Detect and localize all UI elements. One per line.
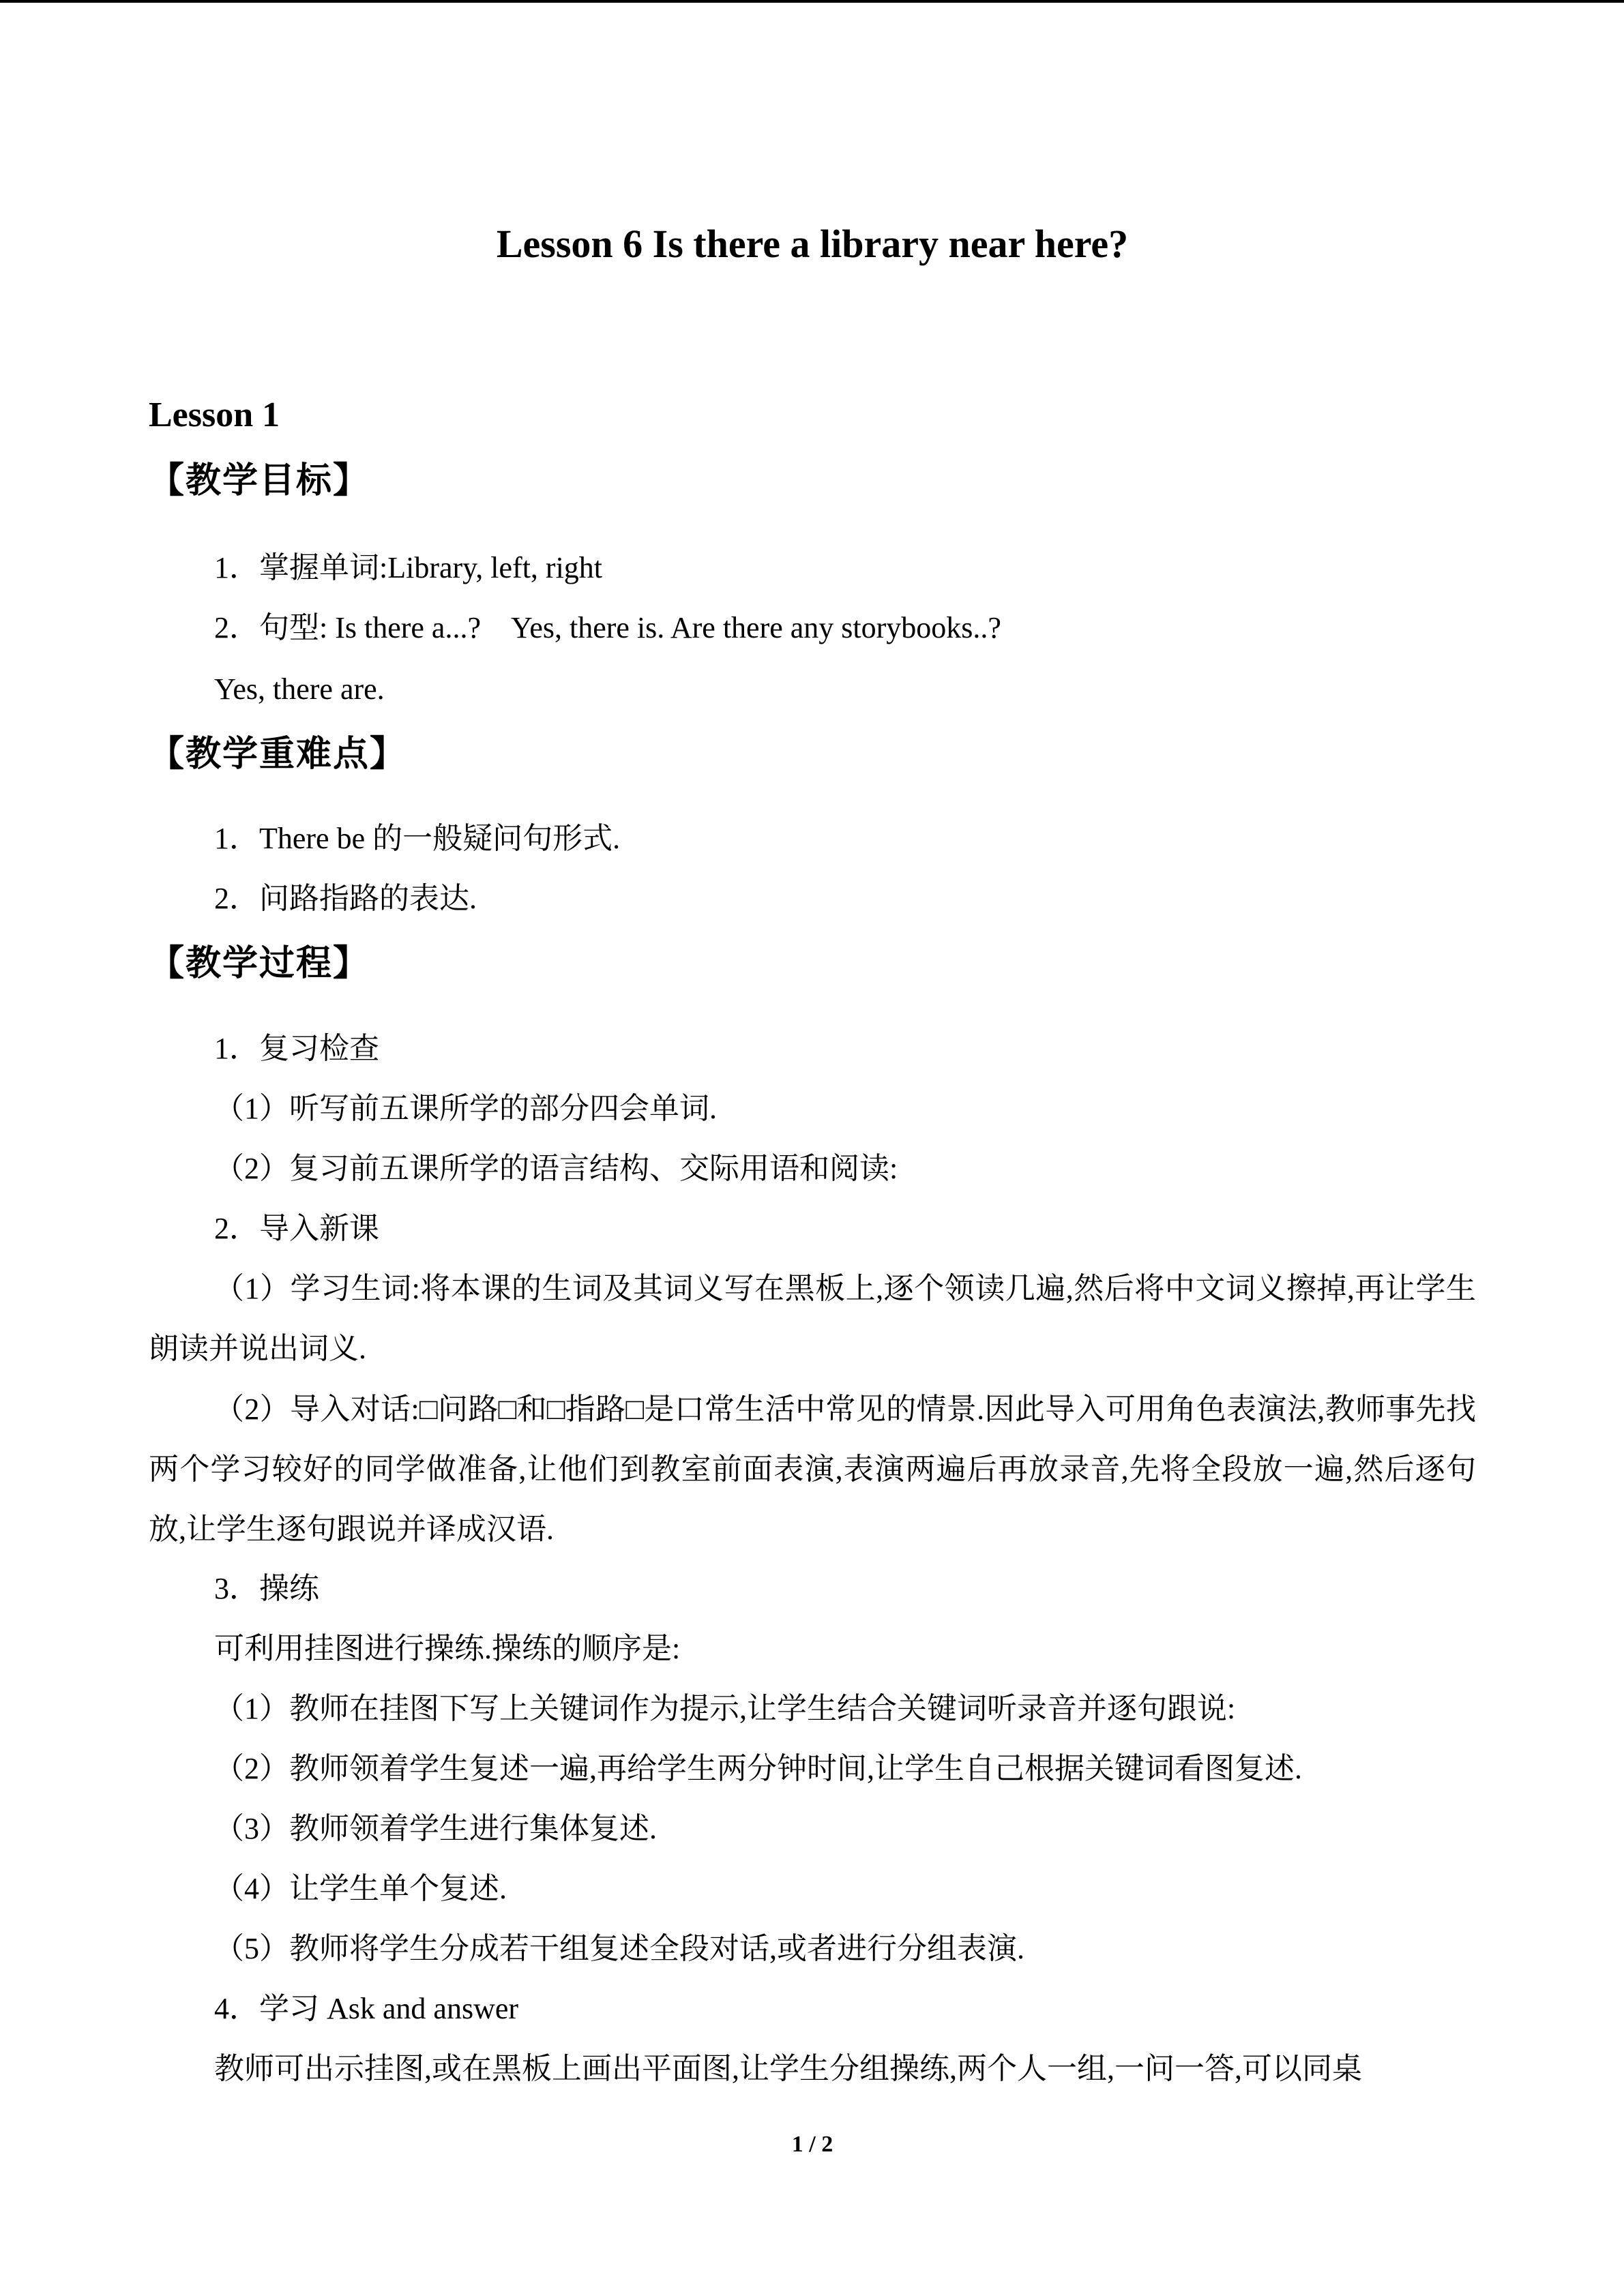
key-points-heading: 【教学重难点】: [149, 734, 407, 775]
key-point-item: 2．问路指路的表达.: [214, 882, 477, 915]
process-step: 4．学习 Ask and answer: [214, 1992, 519, 2025]
process-substep: （2）教师领着学生复述一遍,再给学生两分钟时间,让学生自己根据关键词看图复述.: [214, 1752, 1302, 1785]
objective-item: 1．掌握单词:Library, left, right: [214, 551, 603, 584]
process-substep: （1）听写前五课所学的部分四会单词.: [214, 1092, 717, 1125]
objectives-heading: 【教学目标】: [149, 460, 370, 501]
process-paragraph: （2）导入对话:□问路□和□指路□是口常生活中常见的情景.因此导入可用角色表演法,教师事先找两个学习较好的同学做准备,让他们到教室前面表演,表演两遍后再放录音,先将全段放一遍,然后逐句放,让学生逐句跟说并译成汉语.: [149, 1392, 1476, 1546]
process-heading: 【教学过程】: [149, 943, 370, 984]
process-substep: （3）教师领着学生进行集体复述.: [214, 1812, 657, 1845]
process-substep: （4）让学生单个复述.: [214, 1872, 507, 1905]
process-substep: （1）教师在挂图下写上关键词作为提示,让学生结合关键词听录音并逐句跟说:: [214, 1692, 1236, 1725]
document-page: [149, 0, 1476, 2296]
document-title: Lesson 6 Is there a library near here?: [496, 222, 1129, 266]
process-substep: （2）复习前五课所学的语言结构、交际用语和阅读:: [214, 1152, 898, 1185]
process-step: 3．操练: [214, 1572, 319, 1605]
process-step: 1．复习检查: [214, 1032, 379, 1065]
objective-item: 2．句型: Is there a...? Yes, there is. Are there any storybooks..?: [214, 611, 1001, 644]
objective-item: Yes, there are.: [214, 672, 385, 706]
process-text: 可利用挂图进行操练.操练的顺序是:: [214, 1632, 681, 1665]
process-paragraph: （1）学习生词:将本课的生词及其词义写在黑板上,逐个领读几遍,然后将中文词义擦掉,再让学生朗读并说出词义.: [149, 1272, 1476, 1365]
lesson-label: Lesson 1: [149, 396, 280, 434]
key-point-item: 1．There be 的一般疑问句形式.: [214, 822, 621, 855]
page-number: 1 / 2: [791, 2132, 833, 2157]
process-text: 教师可出示挂图,或在黑板上画出平面图,让学生分组操练,两个人一组,一问一答,可以同桌: [214, 2052, 1362, 2085]
process-substep: （5）教师将学生分成若干组复述全段对话,或者进行分组表演.: [214, 1932, 1024, 1965]
process-step: 2．导入新课: [214, 1212, 379, 1245]
